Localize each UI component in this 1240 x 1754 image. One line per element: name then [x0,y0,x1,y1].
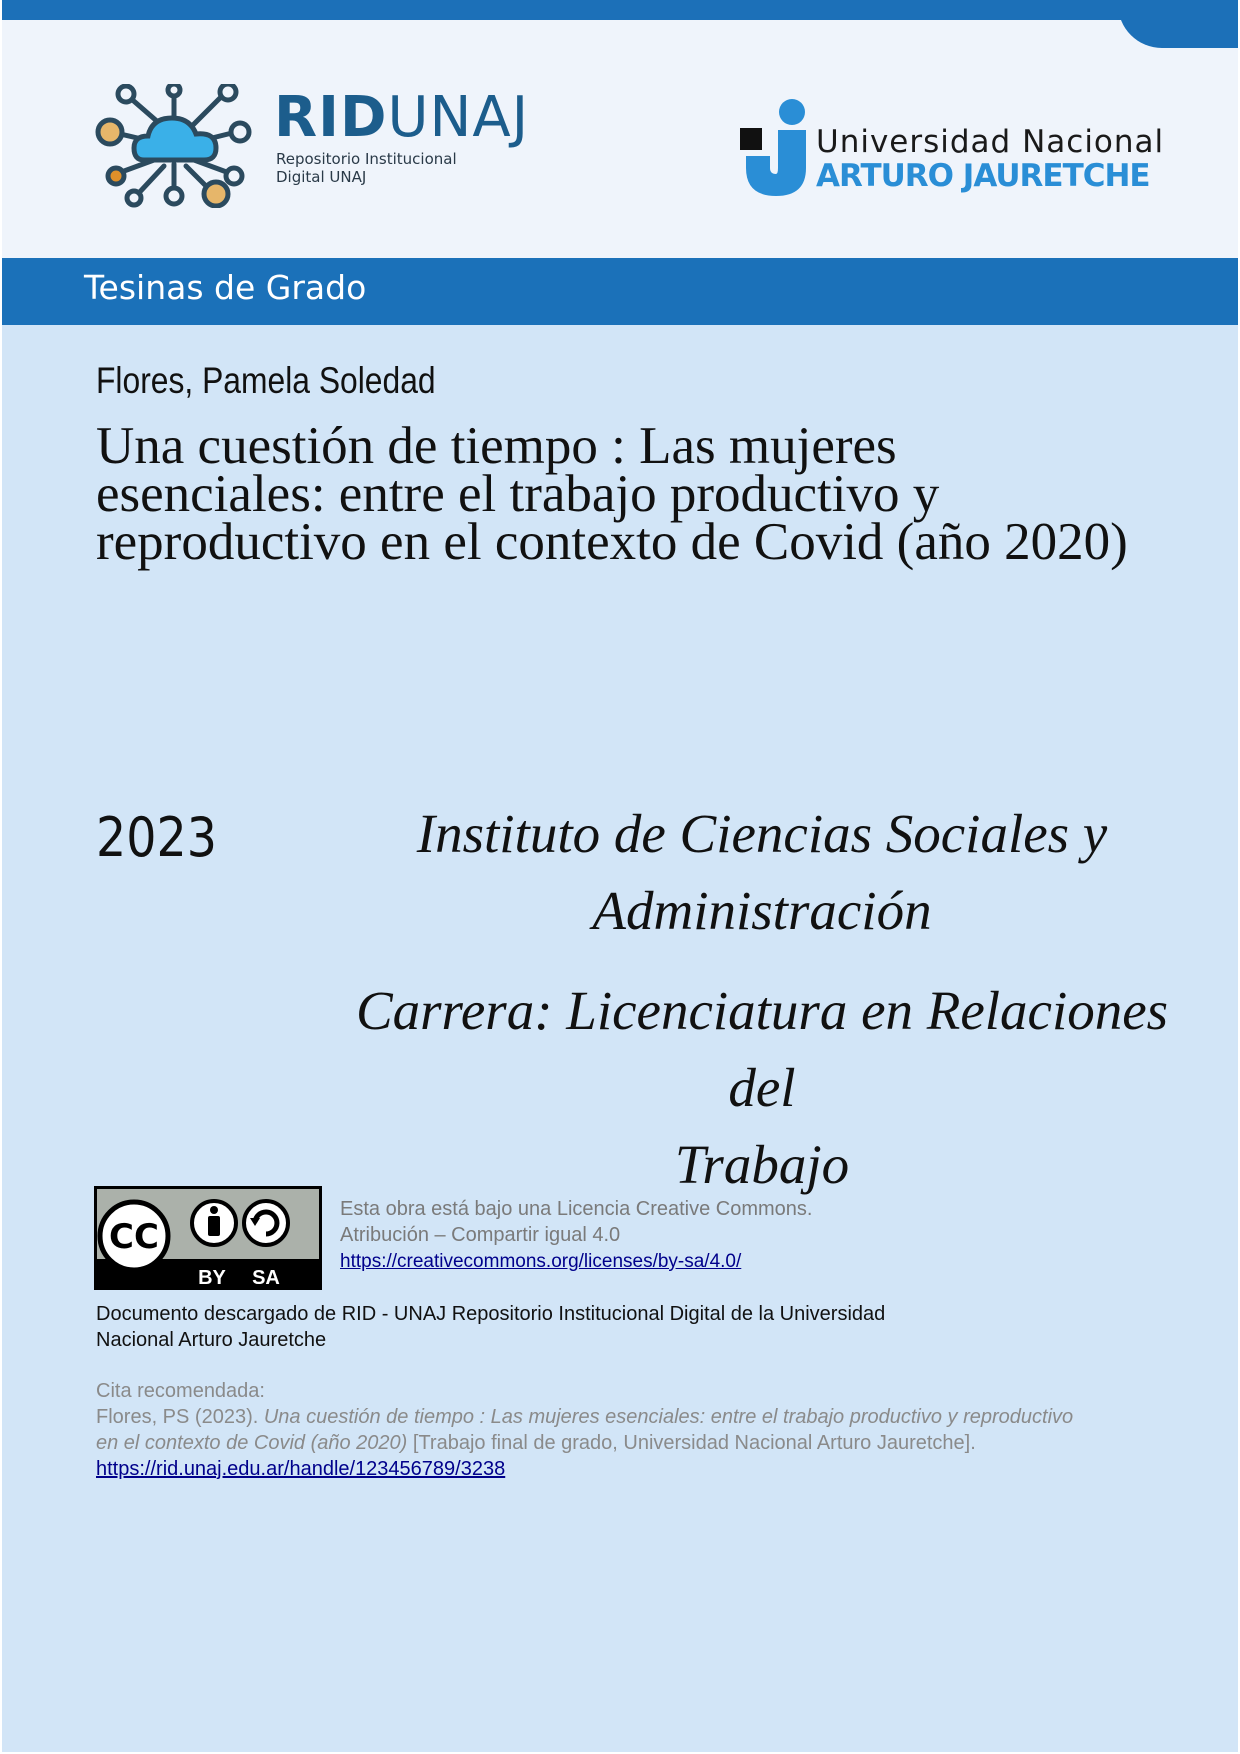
rid-subtitle-line2: Digital UNAJ [276,168,367,186]
citation-suffix: [Trabajo final de grado, Universidad Nacional Arturo Jauretche]. [407,1432,976,1454]
citation-line1 [96,1404,1156,1430]
document-page [2,0,1238,1752]
rid-unaj-wordmark [274,85,530,150]
career-line: Carrera: Licenciatura en Relaciones del [355,980,1169,1118]
license-line1: Esta obra está bajo una Licencia Creative Commons. [340,1198,813,1220]
career-name [332,972,1192,1203]
creative-commons-by-sa-icon [94,1186,322,1290]
rid-wordmark-thin: UNAJ [387,85,530,150]
unaj-j-logo-icon [740,98,808,198]
citation-line2 [96,1430,1156,1456]
download-line1: Documento descargado de RID - UNAJ Repositorio Institucional Digital de la Universidad [96,1303,886,1325]
institute-name [332,795,1192,949]
citation-title-part1: Una cuestión de tiempo : Las mujeres esenciales: entre el trabajo productivo y reproductivo [263,1406,1074,1428]
title-line: esenciales: entre el trabajo productivo y [96,465,940,523]
citation-link[interactable]: https://rid.unaj.edu.ar/handle/123456789/3238 [96,1458,506,1480]
institute-line: Administración [592,880,932,941]
download-notice [96,1301,996,1353]
citation-heading: Cita recomendada: [96,1380,265,1402]
publication-year: 2023 [96,806,217,869]
title-line: reproductivo en el contexto de Covid (año 2020) [96,513,1128,571]
top-accent-bar [2,0,1238,20]
recommended-citation [96,1378,1156,1482]
download-line2: Nacional Arturo Jauretche [96,1329,327,1351]
institute-line: Instituto de Ciencias Sociales y [416,803,1108,864]
university-name-line2: ARTURO JAURETCHE [816,158,1150,194]
rid-subtitle-line1: Repositorio Institucional [276,150,457,168]
cc-badge-text: CC [109,1217,159,1257]
university-name-line1: Universidad Nacional [816,124,1165,160]
citation-prefix: Flores, PS (2023). [96,1406,264,1428]
rid-subtitle [276,150,457,186]
by-badge-text: BY [198,1267,226,1289]
author-name: Flores, Pamela Soledad [96,360,436,401]
license-line2: Atribución – Compartir igual 4.0 [340,1224,621,1246]
sa-badge-text: SA [252,1267,280,1289]
document-title [96,417,1196,571]
license-notice [340,1196,812,1275]
citation-title-part2: en el contexto de Covid (año 2020) [96,1432,408,1454]
cloud-network-icon [94,84,254,208]
category-label: Tesinas de Grado [84,268,367,307]
license-link[interactable]: https://creativecommons.org/licenses/by-sa/4.0/ [340,1251,742,1272]
title-line: Una cuestión de tiempo : Las mujeres [96,417,897,475]
rid-wordmark-bold: RID [274,85,388,150]
career-line: Trabajo [674,1134,850,1195]
